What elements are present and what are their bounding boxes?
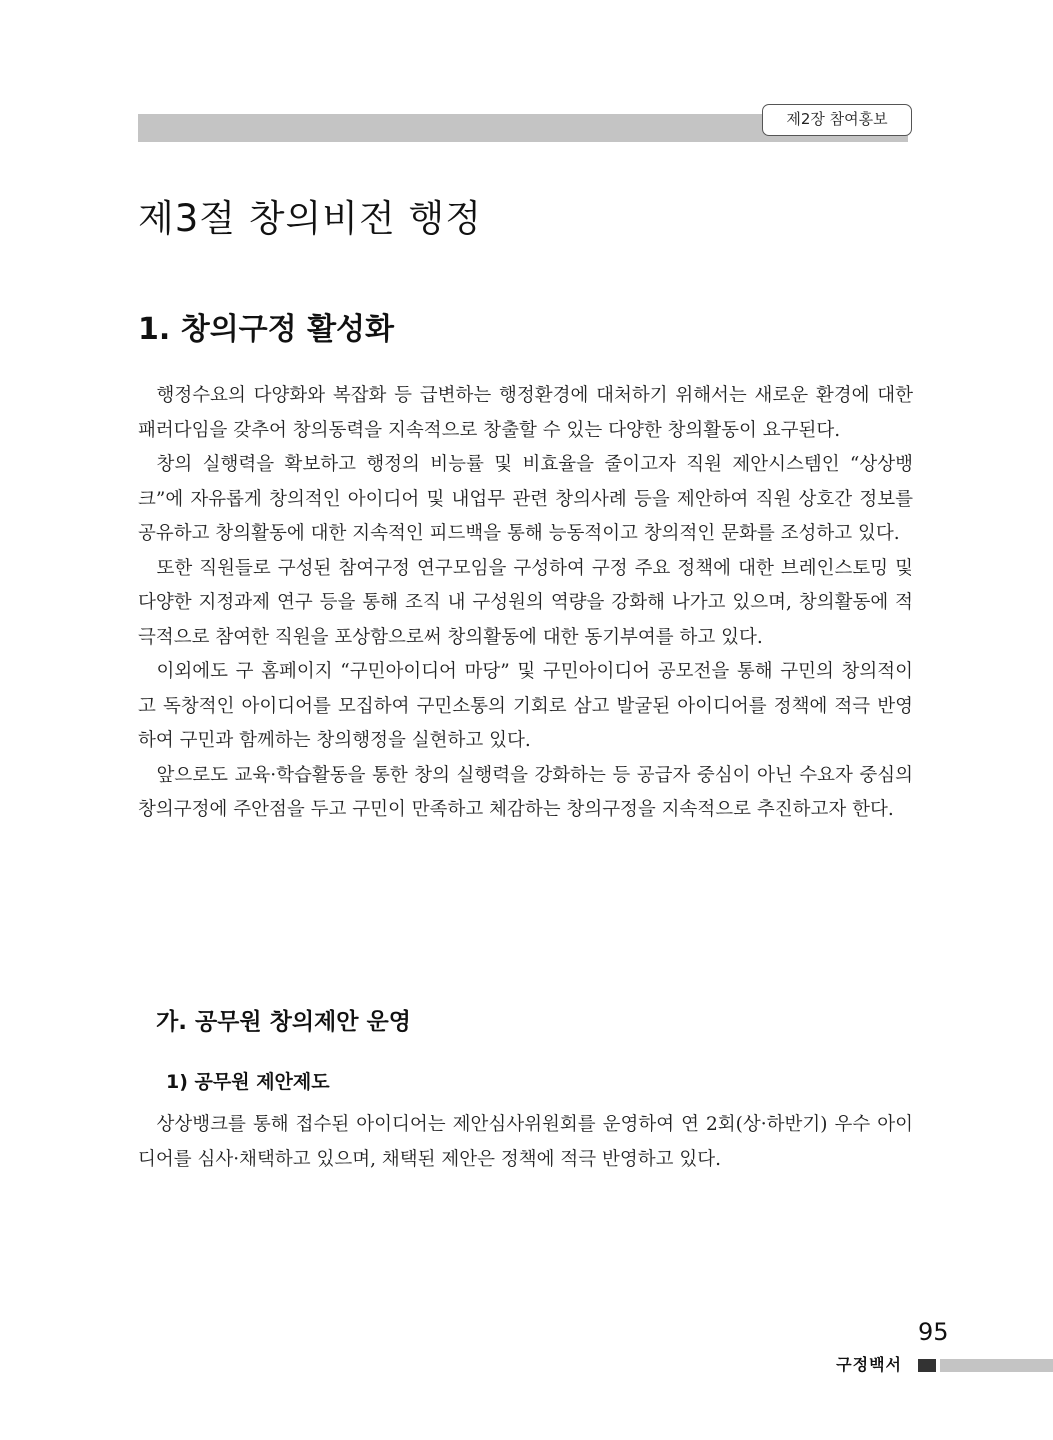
subsub-title: 가. 공무원 창의제안 운영 xyxy=(156,1009,411,1035)
paragraph: 또한 직원들로 구성된 참여구정 연구모임을 구성하여 구정 주요 정책에 대한 브레인스토밍 및 다양한 지정과제 연구 등을 통해 조직 내 구성원의 역량을 강화해 나가고 있으며, 창의활동에 적극적으로 참여한 직원을 포상함으로써 창의활동에 대한 동기부여를 하고 있다. xyxy=(138,557,913,648)
section-title: 제3절 창의비전 행정 xyxy=(138,197,482,240)
page-number: 95 xyxy=(918,1318,949,1346)
chapter-tab: 제2장 참여홍보 xyxy=(762,104,912,136)
paragraph: 상상뱅크를 통해 접수된 아이디어는 제안심사위원회를 운영하여 연 2회(상·하반기) 우수 아이디어를 심사·채택하고 있으며, 채택된 제안은 정책에 적극 반영하고 있다. xyxy=(138,1114,913,1170)
footer-mark xyxy=(918,1359,936,1372)
item-title: 1) 공무원 제안제도 xyxy=(166,1071,330,1093)
subsection-title: 1. 창의구정 활성화 xyxy=(138,312,395,347)
main-body-text xyxy=(138,379,913,828)
book-title: 구정백서 xyxy=(836,1355,902,1374)
item-body-text xyxy=(138,1108,913,1177)
paragraph: 창의 실행력을 확보하고 행정의 비능률 및 비효율을 줄이고자 직원 제안시스템인 “상상뱅크”에 자유롭게 창의적인 아이디어 및 내업무 관련 창의사례 등을 제안하여 직원 상호간 정보를 공유하고 창의활동에 대한 지속적인 피드백을 통해 능동적이고 창의적인 문화를 조성하고 있다. xyxy=(138,454,913,544)
footer-bar xyxy=(940,1359,1053,1372)
paragraph: 앞으로도 교육·학습활동을 통한 창의 실행력을 강화하는 등 공급자 중심이 아닌 수요자 중심의 창의구정에 주안점을 두고 구민이 만족하고 체감하는 창의구정을 지속적으로 추진하고자 한다. xyxy=(138,764,913,820)
paragraph: 이외에도 구 홈페이지 “구민아이디어 마당” 및 구민아이디어 공모전을 통해 구민의 창의적이고 독창적인 아이디어를 모집하여 구민소통의 기회로 삼고 발굴된 아이디어를 정책에 적극 반영하여 구민과 함께하는 창의행정을 실현하고 있다. xyxy=(138,661,913,751)
paragraph: 행정수요의 다양화와 복잡화 등 급변하는 행정환경에 대처하기 위해서는 새로운 환경에 대한 패러다임을 갖추어 창의동력을 지속적으로 창출할 수 있는 다양한 창의활동이 요구된다. xyxy=(138,385,913,441)
